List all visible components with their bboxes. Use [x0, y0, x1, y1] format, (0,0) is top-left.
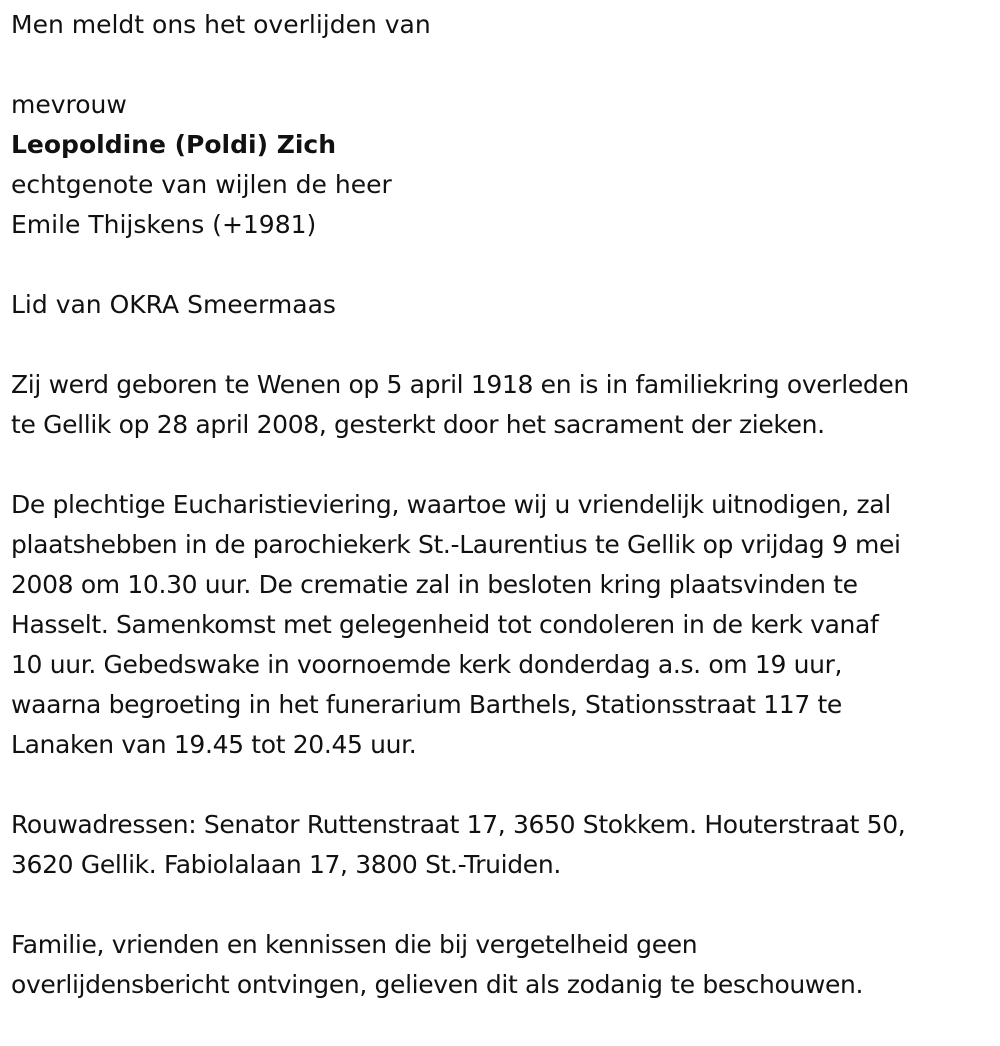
birth-death-paragraph: Zij werd geboren te Wenen op 5 april 1918 en is in familiekring overleden te Gellik op 28 april 2008, gesterkt door het sacrament der zieken.: [11, 370, 909, 439]
membership-line: Lid van OKRA Smeermaas: [11, 290, 336, 319]
spacer: [11, 45, 996, 85]
intro-line: Men meldt ons het overlijden van: [11, 10, 431, 39]
spacer: [11, 765, 996, 805]
spacer: [11, 885, 996, 925]
ceremony-paragraph: De plechtige Eucharistieviering, waartoe wij u vriendelijk uitnodigen, zal plaatshebben in de parochiekerk St.-Laurentius te Gellik op vrijdag 9 mei 2008 om 10.30 uur. De crematie zal in besloten kring plaatsvinden te Hasselt. Samenkomst met gelegenheid tot condoleren in de kerk vanaf 10 uur. Gebedswake in voornoemde kerk donderdag a.s. om 19 uur, waarna begroeting in het funerarium Barthels, Stationsstraat 117 te Lanaken van 19.45 tot 20.45 uur.: [11, 490, 901, 759]
title-prefix: mevrouw: [11, 90, 127, 119]
spacer: [11, 245, 996, 285]
closing-paragraph: Familie, vrienden en kennissen die bij vergetelheid geen overlijdensbericht ontvingen, gelieven dit als zodanig te beschouwen.: [11, 930, 864, 999]
spacer: [11, 445, 996, 485]
spouse-line: Emile Thijskens (+1981): [11, 210, 317, 239]
spacer: [11, 325, 996, 365]
relation-line: echtgenote van wijlen de heer: [11, 170, 392, 199]
addresses-paragraph: Rouwadressen: Senator Ruttenstraat 17, 3650 Stokkem. Houterstraat 50, 3620 Gellik. Fabiolalaan 17, 3800 St.-Truiden.: [11, 810, 906, 879]
death-notice: [11, 0, 996, 1005]
deceased-name: Leopoldine (Poldi) Zich: [11, 130, 337, 159]
